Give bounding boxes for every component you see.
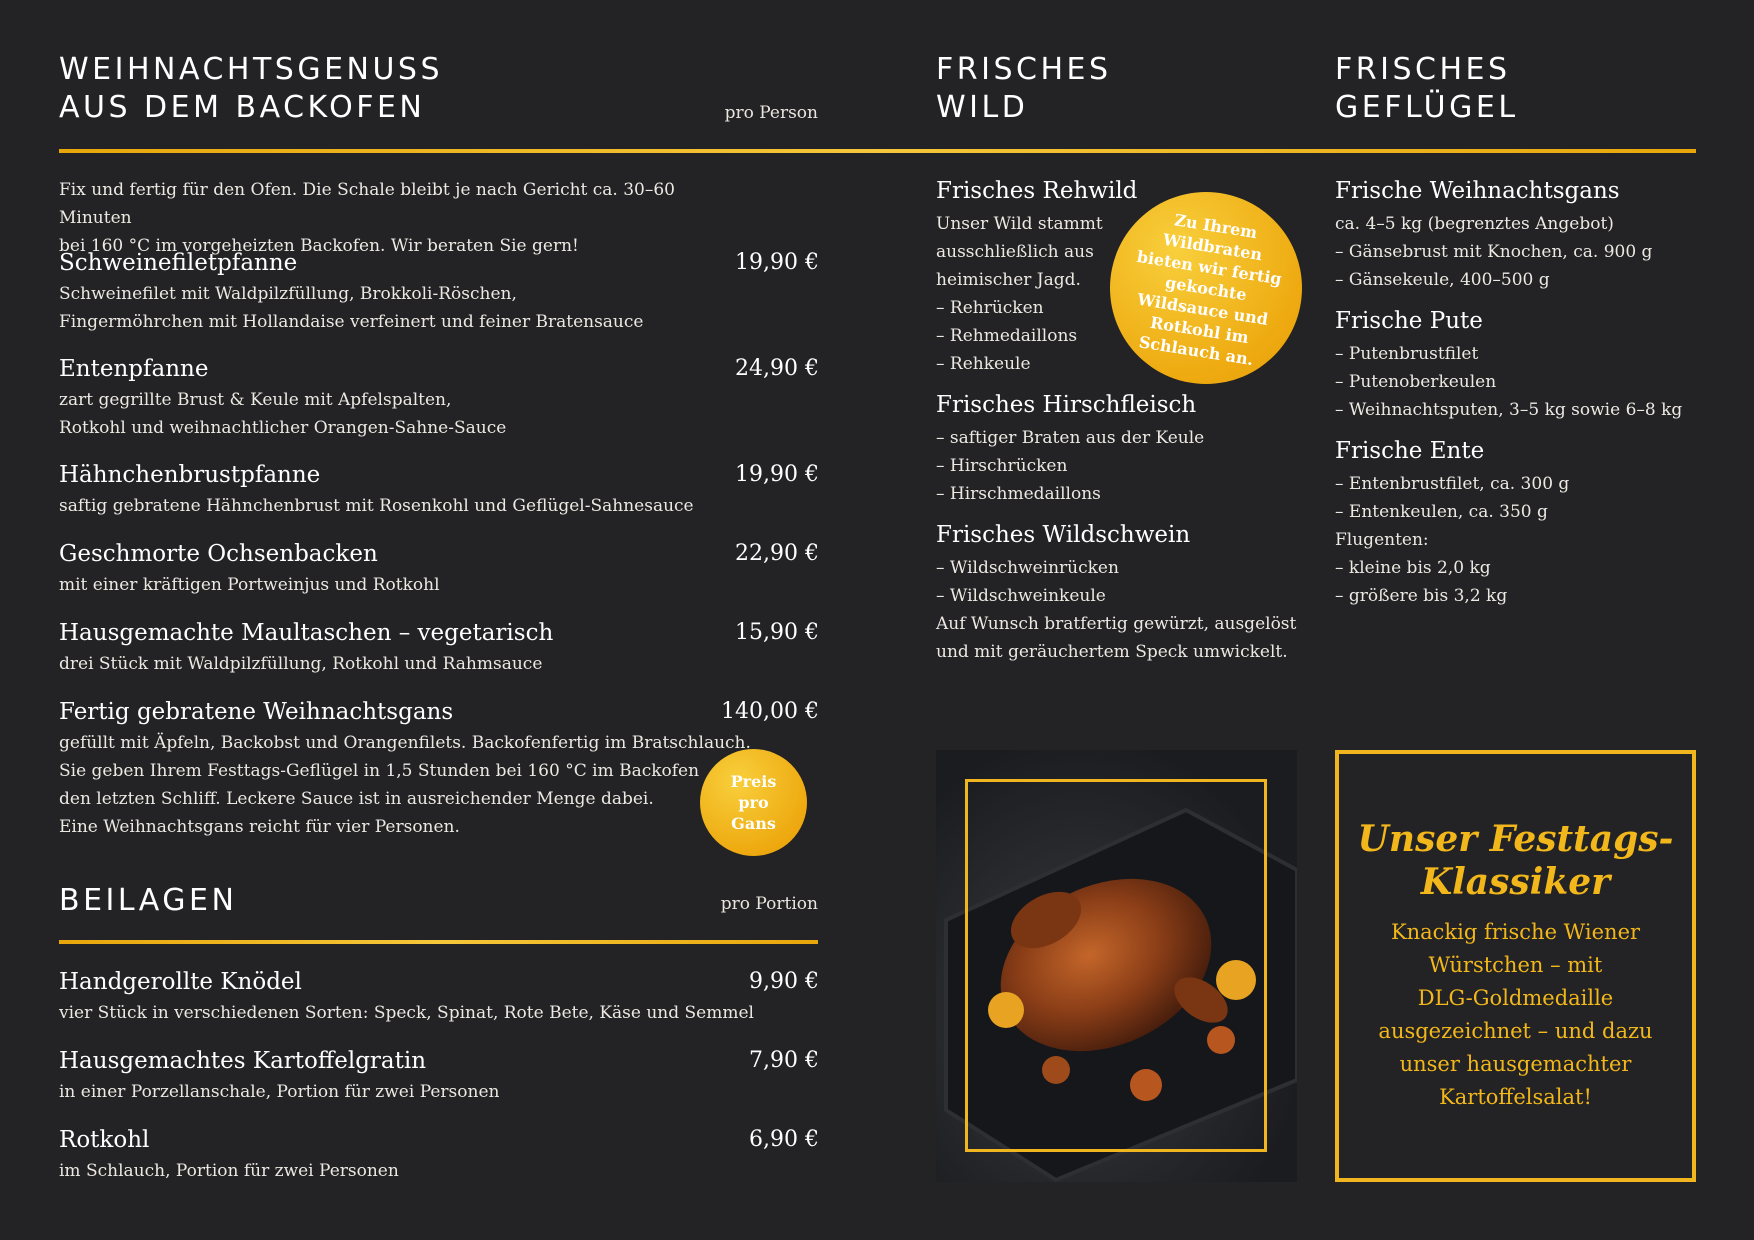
item-description [59,1157,819,1185]
item-price: 19,90 € [735,250,819,275]
pute-item: – Putenbrustfilet [1335,340,1705,368]
gefluegel-heading-line2: GEFLÜGEL [1335,90,1519,125]
promo-text-line: ausgezeichnet – und dazu [1378,1019,1653,1043]
item-price: 22,90 € [735,541,819,566]
promo-title [1340,818,1691,904]
menu-item-knoedel [59,967,819,1027]
ente-item: – Entenkeulen, ca. 350 g [1335,498,1705,526]
menu-item-entenpfanne [59,354,819,442]
gefluegel-heading [1335,51,1519,127]
promo-text-line: Knackig frische Wiener [1390,920,1641,944]
item-name: Schweinefiletpfanne [59,250,298,276]
menu-item-ochsenbacken [59,539,819,599]
item-price: 15,90 € [735,620,819,645]
price-per-goose-badge [700,749,807,856]
rehwild-intro-line: heimischer Jagd. [936,270,1081,290]
intro-line: bei 160 °C im vorgeheizten Backofen. Wir beraten Sie gern! [59,236,579,256]
menu-item-kartoffelgratin [59,1046,819,1106]
beilagen-rule [59,940,818,944]
desc-line: in einer Porzellanschale, Portion für zwei Personen [59,1082,500,1102]
pute-title: Frische Pute [1335,308,1483,334]
item-price: 6,90 € [749,1127,819,1152]
promo-text-line: DLG-Goldmedaille [1417,986,1614,1010]
desc-line: mit einer kräftigen Portweinjus und Rotkohl [59,575,440,595]
item-description [59,571,819,599]
wild-heading-line2: WILD [936,90,1029,125]
wild-heading-line1: FRISCHES [936,52,1112,87]
backofen-heading-line2: AUS DEM BACKOFEN [59,90,426,125]
item-description [59,999,819,1027]
item-description [59,280,819,336]
menu-item-haehnchenbrustpfanne [59,460,819,520]
header-rule [59,149,1696,153]
item-description [59,1078,819,1106]
desc-line: Sie geben Ihrem Festtags-Geflügel in 1,5 Stunden bei 160 °C im Backofen [59,761,700,781]
rehwild-intro-line: ausschließlich aus [936,242,1094,262]
gans-title: Frische Weihnachtsgans [1335,178,1620,204]
promo-title-line: Klassiker [1420,861,1611,903]
item-name: Handgerollte Knödel [59,969,302,995]
per-person-label: pro Person [724,103,818,123]
rehwild-item: – Rehrücken [936,294,1306,322]
badge-text: Preis pro Gans [730,772,777,833]
wildschwein-item: – Wildschweinrücken [936,554,1306,582]
item-name: Hausgemachte Maultaschen – vegetarisch [59,620,554,646]
item-description [59,386,819,442]
wildschwein-note-line: und mit geräuchertem Speck umwickelt. [936,642,1288,662]
gefluegel-heading-line1: FRISCHES [1335,52,1511,87]
gefluegel-column [1335,176,1705,610]
hirsch-title: Frisches Hirschfleisch [936,392,1197,418]
ente-item: – Entenbrustfilet, ca. 300 g [1335,470,1705,498]
pute-item: – Weihnachtsputen, 3–5 kg sowie 6–8 kg [1335,396,1705,424]
hirsch-item: – Hirschrücken [936,452,1306,480]
promo-text-line: Kartoffelsalat! [1439,1085,1592,1109]
rehwild-item: – Rehmedaillons [936,322,1306,350]
wildschwein-item: – Wildschweinkeule [936,582,1306,610]
menu-item-rotkohl [59,1125,819,1185]
item-description [59,650,819,678]
item-price: 19,90 € [735,462,819,487]
item-price: 7,90 € [749,1048,819,1073]
desc-line: vier Stück in verschiedenen Sorten: Speck, Spinat, Rote Bete, Käse und Semmel [59,1003,754,1023]
desc-line: im Schlauch, Portion für zwei Personen [59,1161,399,1181]
menu-item-maultaschen [59,618,819,678]
badge-text: Zu Ihrem Wildbraten bieten wir fertig gekochte Wildsauce und Rotkohl im Schlauch an. [1135,209,1283,369]
wildschwein-title: Frisches Wildschwein [936,522,1191,548]
rehwild-item: – Rehkeule [936,350,1306,378]
item-description [59,492,819,520]
photo-gold-frame [965,779,1267,1152]
wildschwein-note-line: Auf Wunsch bratfertig gewürzt, ausgelöst [936,614,1297,634]
hirsch-item: – Hirschmedaillons [936,480,1306,508]
desc-line: Rotkohl und weihnachtlicher Orangen-Sahne-Sauce [59,418,507,438]
flugenten-item: – kleine bis 2,0 kg [1335,554,1705,582]
desc-line: gefüllt mit Äpfeln, Backobst und Orangenfilets. Backofenfertig im Bratschlauch. [59,733,751,753]
ente-title: Frische Ente [1335,438,1485,464]
item-name: Hähnchenbrustpfanne [59,462,321,488]
desc-line: drei Stück mit Waldpilzfüllung, Rotkohl und Rahmsauce [59,654,543,674]
per-portion-label: pro Portion [720,894,818,914]
flugenten-item: – größere bis 3,2 kg [1335,582,1705,610]
menu-item-schweinefiletpfanne [59,248,819,336]
item-price: 24,90 € [735,356,819,381]
backofen-heading [59,51,443,127]
gans-item: – Gänsekeule, 400–500 g [1335,266,1705,294]
desc-line: Schweinefilet mit Waldpilzfüllung, Brokkoli-Röschen, [59,284,517,304]
item-name: Geschmorte Ochsenbacken [59,541,378,567]
item-price: 9,90 € [749,969,819,994]
promo-text [1365,916,1666,1114]
intro-line: Fix und fertig für den Ofen. Die Schale bleibt je nach Gericht ca. 30–60 Minuten [59,180,676,228]
hirsch-item: – saftiger Braten aus der Keule [936,424,1306,452]
item-price: 140,00 € [721,699,819,724]
gans-item: – Gänsebrust mit Knochen, ca. 900 g [1335,238,1705,266]
desc-line: zart gegrillte Brust & Keule mit Apfelspalten, [59,390,452,410]
promo-text-line: Würstchen – mit [1428,953,1603,977]
desc-line: Eine Weihnachtsgans reicht für vier Personen. [59,817,460,837]
gans-intro: ca. 4–5 kg (begrenztes Angebot) [1335,214,1614,234]
beilagen-heading: BEILAGEN [59,883,238,918]
rehwild-intro-line: Unser Wild stammt [936,214,1103,234]
desc-line: Fingermöhrchen mit Hollandaise verfeinert und feiner Bratensauce [59,312,644,332]
item-name: Rotkohl [59,1127,150,1153]
item-name: Entenpfanne [59,356,209,382]
wildsauce-badge [1110,192,1302,384]
desc-line: saftig gebratene Hähnchenbrust mit Rosenkohl und Geflügel-Sahnesauce [59,496,694,516]
rehwild-title: Frisches Rehwild [936,178,1138,204]
item-name: Hausgemachtes Kartoffelgratin [59,1048,427,1074]
item-name: Fertig gebratene Weihnachtsgans [59,699,454,725]
pute-item: – Putenoberkeulen [1335,368,1705,396]
wild-heading [936,51,1112,127]
promo-title-line: Unser Festtags- [1357,818,1674,860]
promo-text-line: unser hausgemachter [1399,1052,1632,1076]
desc-line: den letzten Schliff. Leckere Sauce ist in ausreichender Menge dabei. [59,789,654,809]
backofen-heading-line1: WEIHNACHTSGENUSS [59,52,444,87]
flugenten-label: Flugenten: [1335,530,1429,550]
